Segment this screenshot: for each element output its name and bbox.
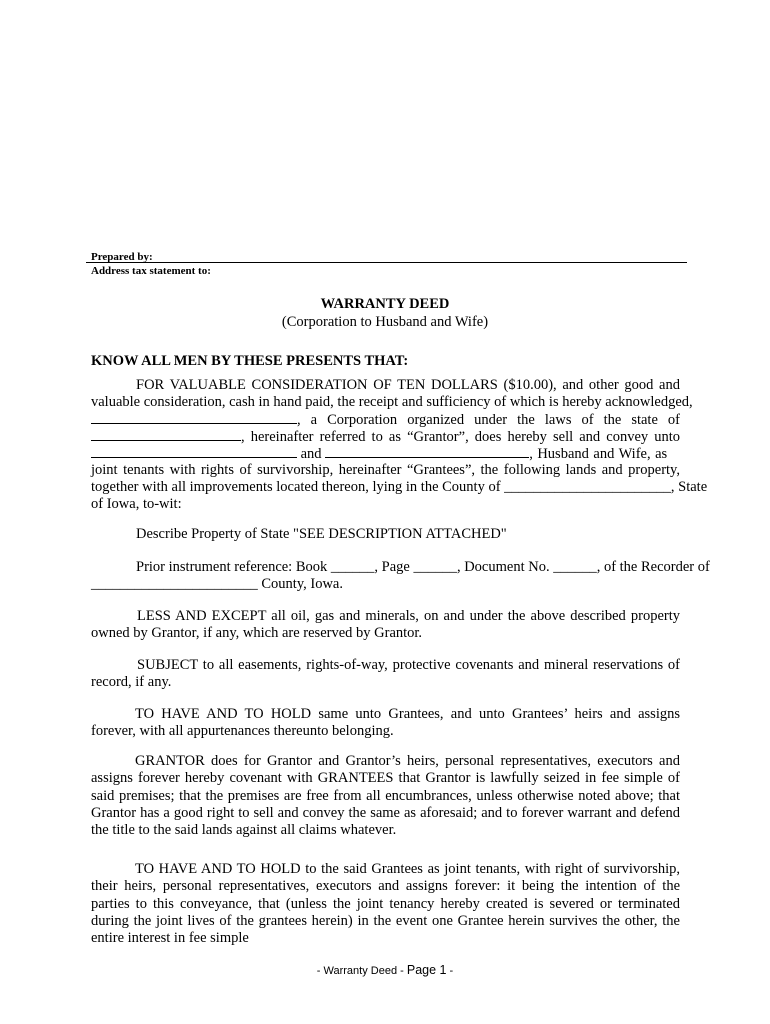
consideration-line-3: , a Corporation organized under the laws of the state of (91, 411, 680, 429)
to-have-and-hold-paragraph: TO HAVE AND TO HOLD same unto Grantees, and unto Grantees’ heirs and assigns forever, with all appurtenances thereunto belonging. (91, 706, 680, 740)
consideration-line-6: joint tenants with rights of survivorship, hereinafter “Grantees”, the following lands and property, (91, 462, 680, 478)
grantee-2-blank[interactable] (325, 445, 529, 458)
joint-tenancy-paragraph: TO HAVE AND TO HOLD to the said Grantees as joint tenants, with right of survivorship, their heirs, personal representatives, executors and assigns forever: it being the intention of the parties to this conveyance, that (unless the joint tenancy hereby created is severed or terminated during the joint lives of the grantees herein) in the event one Grantee herein survives the other, the entire interest in fee simple (91, 861, 680, 947)
consideration-line-4: , hereinafter referred to as “Grantor”, does hereby sell and convey unto (91, 428, 680, 446)
consideration-line-1: FOR VALUABLE CONSIDERATION OF TEN DOLLARS ($10.00), and other good and (136, 377, 680, 393)
address-tax-label: Address tax statement to: (91, 265, 211, 277)
prior-reference-line-1: Prior instrument reference: Book ______, Page ______, Document No. ______, of the Recorder of (136, 559, 710, 575)
less-and-except-paragraph: LESS AND EXCEPT all oil, gas and minerals, on and under the above described property owned by Grantor, if any, which are reserved by Grantor. (91, 608, 680, 642)
document-subtitle: (Corporation to Husband and Wife) (281, 314, 489, 330)
describe-property: Describe Property of State "SEE DESCRIPTION ATTACHED" (136, 526, 507, 542)
consideration-line-7: together with all improvements located thereon, lying in the County of _______________________, State (91, 479, 708, 495)
consideration-line-8: of Iowa, to-wit: (91, 496, 182, 512)
document-title: WARRANTY DEED (320, 296, 450, 312)
header-divider (86, 262, 687, 263)
prior-reference-line-2: _______________________ County, Iowa. (91, 576, 343, 592)
page-footer: - Warranty Deed - Page 1 - (316, 963, 454, 977)
page-number: Page 1 (406, 963, 447, 977)
grantor-name-blank[interactable] (91, 411, 297, 424)
prepared-by-label: Prepared by: (91, 251, 153, 263)
grantee-1-blank[interactable] (91, 445, 297, 458)
subject-to-paragraph: SUBJECT to all easements, rights-of-way, protective covenants and mineral reservations of record, if any. (91, 657, 680, 691)
know-all-heading: KNOW ALL MEN BY THESE PRESENTS THAT: (91, 353, 409, 369)
state-blank[interactable] (91, 428, 241, 441)
grantor-covenant-paragraph: GRANTOR does for Grantor and Grantor’s heirs, personal representatives, executors and assigns forever hereby covenant with GRANTEES that Grantor is lawfully seized in fee simple of said premises; that the premises are free from all encumbrances, unless otherwise noted above; that Grantor has a good right to sell and convey the same as aforesaid; and to forever warrant and defend the title to the said lands against all claims whatever. (91, 753, 680, 839)
consideration-line-5: and , Husband and Wife, as (91, 445, 680, 463)
consideration-line-2: valuable consideration, cash in hand paid, the receipt and sufficiency of which is hereby acknowledged, (91, 394, 693, 410)
